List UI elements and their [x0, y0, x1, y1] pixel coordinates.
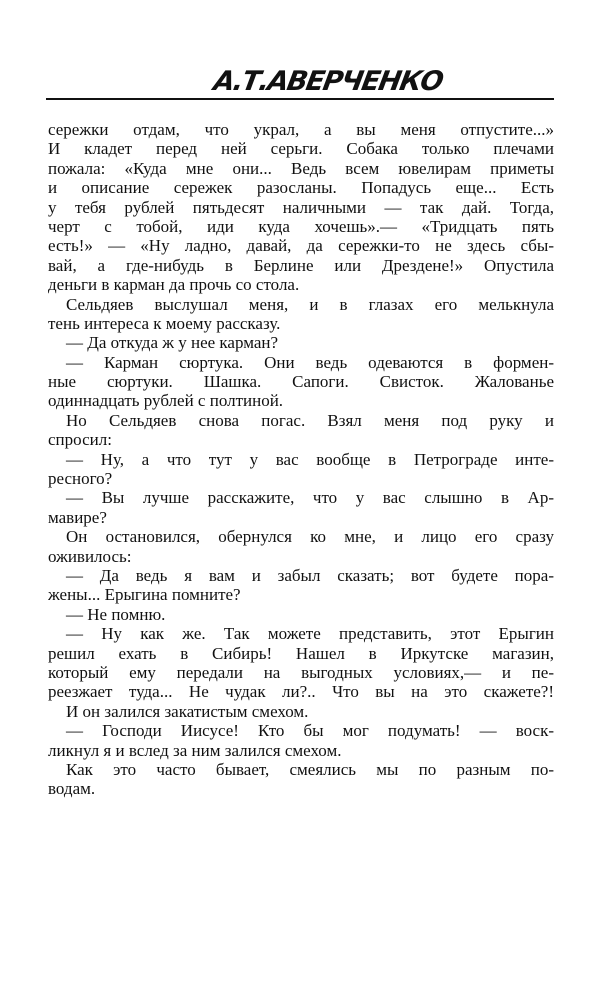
running-header: [46, 62, 554, 106]
text-line: ликнул я и вслед за ним залился смехом.: [48, 740, 342, 760]
text-line: черт с тобой, иди куда хочешь».— «Тридцать пять: [48, 216, 554, 236]
text-line: — Да откуда ж у нее карман?: [66, 333, 279, 353]
text-line: сережки отдам, что украл, а вы меня отпустите...»: [48, 120, 554, 139]
text-line: одиннадцать рублей с полтиной.: [48, 391, 284, 411]
author-name: А.Т.АВЕРЧЕНКО: [211, 66, 445, 97]
text-line: — Ну, а что тут у вас вообще в Петрограде инте-: [66, 449, 554, 469]
text-line: ресного?: [48, 469, 113, 489]
text-line: водам.: [48, 779, 96, 799]
text-line: И кладет перед ней серьги. Собака только плечами: [48, 139, 554, 159]
text-line: тень интереса к моему рассказу.: [48, 313, 281, 333]
text-line: Сельдяев выслушал меня, и в глазах его мелькнула: [66, 294, 554, 314]
text-line: Но Сельдяев снова погас. Взял меня под руку и: [66, 410, 554, 430]
text-line: реезжает туда... Не чудак ли?.. Что вы на это скажете?!: [48, 682, 554, 702]
text-line: И он залился закатистым смехом.: [66, 701, 309, 721]
text-line: — Господи Иисусе! Кто бы мог подумать! — воск-: [66, 721, 554, 741]
text-line: и описание сережек разосланы. Попадусь еще... Есть: [48, 178, 554, 198]
body-text: [48, 120, 554, 799]
text-line: решил ехать в Сибирь! Нашел в Иркутске магазин,: [48, 643, 554, 663]
text-line: — Карман сюртука. Они ведь одеваются в формен-: [66, 352, 554, 372]
text-line: мавире?: [48, 507, 107, 527]
text-line: — Не помню.: [66, 604, 166, 624]
text-line: вай, а где-нибудь в Берлине или Дрездене!» Опустила: [48, 255, 554, 275]
text-line: жены... Ерыгина помните?: [48, 585, 241, 605]
text-line: спросил:: [48, 430, 112, 450]
text-line: который ему передали на выгодных условиях,— и пе-: [48, 662, 554, 682]
text-line: у тебя рублей пятьдесят наличными — так дай. Тогда,: [48, 197, 554, 217]
text-line: пожала: «Куда мне они... Ведь всем ювелирам приметы: [48, 158, 554, 178]
text-line: Как это часто бывает, смеялись мы по разным по-: [66, 759, 554, 779]
header-rule: [46, 98, 554, 100]
text-line: — Вы лучше расскажите, что у вас слышно в Ар-: [66, 488, 554, 508]
text-line: Он остановился, обернулся ко мне, и лицо его сразу: [66, 527, 554, 547]
text-line: деньги в карман да прочь со стола.: [48, 275, 300, 295]
text-line: — Да ведь я вам и забыл сказать; вот будете пора-: [66, 565, 554, 585]
text-line: — Ну как же. Так можете представить, этот Ерыгин: [66, 624, 554, 644]
text-line: оживилось:: [48, 546, 132, 566]
text-line: есть!» — «Ну ладно, давай, да сережки-то не здесь сбы-: [48, 236, 554, 256]
text-line: ные сюртуки. Шашка. Сапоги. Свисток. Жалованье: [48, 372, 554, 392]
